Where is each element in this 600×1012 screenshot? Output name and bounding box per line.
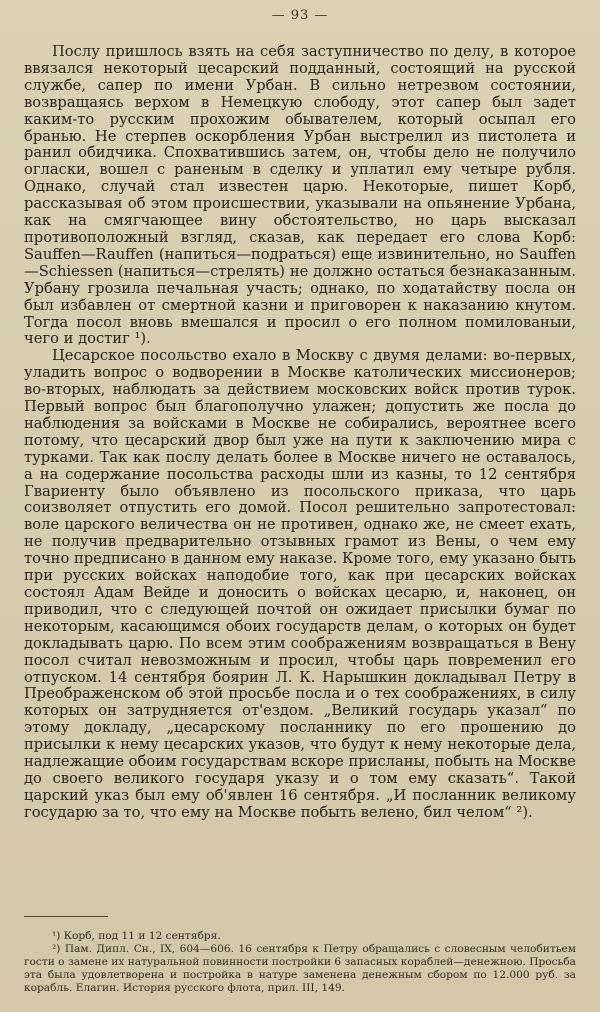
- footnote-divider: [24, 916, 108, 917]
- footnote-2: ²) Пам. Дипл. Сн., IX, 604—606. 16 сентября к Петру обращались с словесным челобитьем гости о замене их натуральной повинности постройки 6 запасных кораблей—денежною. Просьба эта была удовлетворена и постройка в натуре заменена денежным сбором по 12.000 руб. за корабль. Елагин. История русского флота, прил. III, 149.: [24, 943, 576, 994]
- paragraph-embassy-affairs: Цесарское посольство ехало в Москву с двумя делами: во-первых, уладить вопрос о водворении в Москве католических миссионеров; во-вторых, наблюдать за действием московских войск против турок. Первый вопрос был благополучно улажен; допустить же посла до наблюдения за войсками в Москве не собирались, вероятнее всего потому, что цесарский двор был уже на пути к заключению мира с турками. Так как послу делать более в Москве ничего не оставалось, а на содержание посольства расходы шли из казны, то 12 сентября Гвариенту было объявлено из посольского приказа, что царь соизволяет отпустить его домой. Посол решительно запротестовал: воле царского величества он не противен, однако же, не смеет ехать, не получив предварительно отзывных грамот из Вены, о чем ему точно предписано в данном ему наказе. Кроме того, ему указано быть при русских войсках наподобие того, как при цесарских войсках состоял Адам Вейде и доносить о войсках цесарю, и, наконец, он приводил, что с следующей почтой он ожидает присылки бумаг по некоторым, касающимся обоих государств делам, о которых он будет докладывать царю. По всем этим соображениям возвращаться в Вену посол считал невозможным и просил, чтобы царь повременил его отпуском. 14 сентября боярин Л. К. Нарышкин докладывал Петру в Преображенском об этой просьбе посла и о тех соображениях, в силу которых он затрудняется от'ездом. „Великий государь указал“ по этому докладу, „цесарскому посланнику по его прошению до присылки к нему цесарских указов, что будут к нему некоторые дела, надлежащие обоим государствам вскоре присланы, побыть на Москве до своего великого государя указу и о том ему сказать“. Такой царский указ был ему об'явлен 16 сентября. „И посланник великому государю за то, что ему на Москве побыть велено, бил челом“ ²).: [24, 347, 576, 821]
- footnote-1: ¹) Корб, под 11 и 12 сентября.: [52, 930, 221, 942]
- main-text: [24, 44, 576, 822]
- paragraph-envoy-intercession: Послу пришлось взять на себя заступничество по делу, в которое ввязался некоторый цесарский подданный, состоящий на русской службе, сапер по имени Урбан. В сильно нетрезвом состоянии, возвращаясь верхом в Немецкую слободу, этот сапер был задет каким-то русским прохожим обывателем, который осыпал его бранью. Не стерпев оскорбления Урбан выстрелил из пистолета и ранил обидчика. Спохватившись затем, он, чтобы дело не получило огласки, вошел с раненым в сделку и уплатил ему четыре рубля. Однако, случай стал известен царю. Некоторые, пишет Корб, рассказывая об этом происшествии, указывали на опьянение Урбана, как на смягчающее вину обстоятельство, но царь высказал противоположный взгляд, сказав, как передает его слова Корб: Sauffen—Rauffen (напиться—подраться) еще извинительно, но Sauffen—Schiessen (напиться—стрелять) не должно остаться безнаказанным. Урбану грозила печальная участь; однако, по ходатайству посла он был избавлен от смертной казни и приговорен к наказанию кнутом. Тогда посол вновь вмешался и просил о его полном помилованыи, чего и достиг ¹).: [24, 43, 576, 348]
- page-number: — 93 —: [271, 8, 329, 23]
- footnotes: [24, 930, 576, 995]
